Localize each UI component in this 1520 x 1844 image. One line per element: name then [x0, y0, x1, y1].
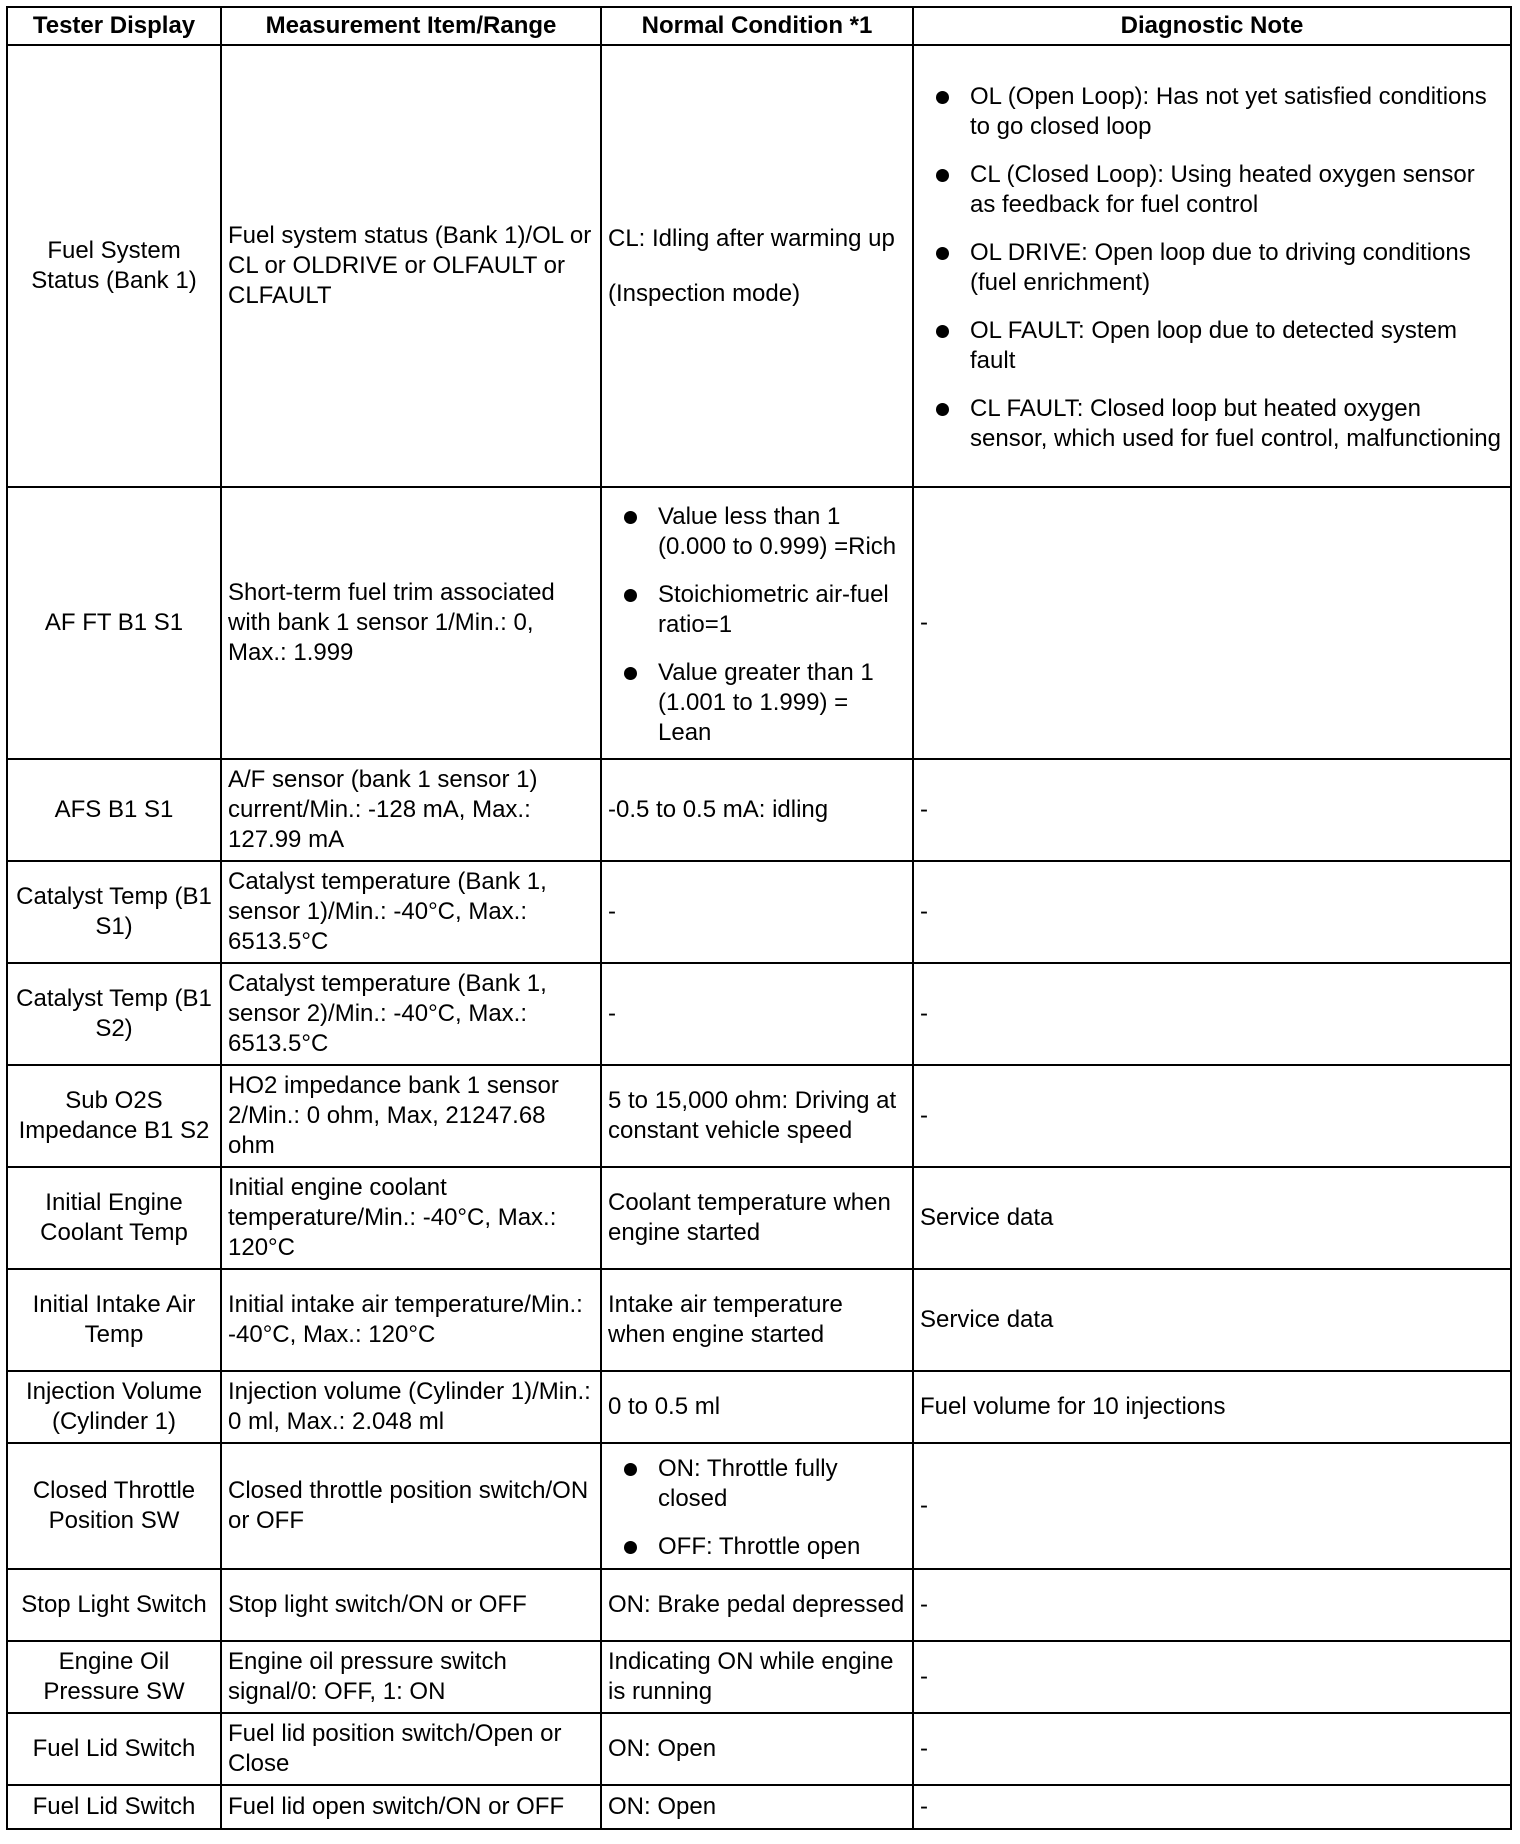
tester-display-cell: AFS B1 S1 [7, 759, 221, 861]
tester-display-cell: Closed Throttle Position SW [7, 1443, 221, 1569]
tester-display-cell: Sub O2S Impedance B1 S2 [7, 1065, 221, 1167]
bullet-item: ON: Throttle fully closed [608, 1454, 906, 1514]
normal-condition-cell: -0.5 to 0.5 mA: idling [601, 759, 913, 861]
diagnostic-note-cell: - [913, 963, 1511, 1065]
diagnostic-note-cell: - [913, 1443, 1511, 1569]
normal-condition-list [608, 1454, 906, 1562]
normal-condition-cell [601, 1443, 913, 1569]
table-row [7, 963, 1511, 1065]
table-row [7, 1641, 1511, 1713]
measurement-range-cell: Initial engine coolant temperature/Min.: -40°C, Max.: 120°C [221, 1167, 601, 1269]
diagnostic-note-cell: - [913, 1569, 1511, 1641]
bullet-item: OL DRIVE: Open loop due to driving conditions (fuel enrichment) [920, 238, 1504, 298]
table-row [7, 487, 1511, 759]
table-row [7, 1269, 1511, 1371]
bullet-item: Value less than 1 (0.000 to 0.999) =Rich [608, 502, 906, 562]
normal-condition-cell: 5 to 15,000 ohm: Driving at constant vehicle speed [601, 1065, 913, 1167]
diagnostic-note-list [920, 82, 1504, 454]
tester-display-cell: Catalyst Temp (B1 S1) [7, 861, 221, 963]
normal-condition-cell: - [601, 963, 913, 1065]
table-row [7, 1713, 1511, 1785]
diagnostic-note-cell: - [913, 487, 1511, 759]
measurement-range-cell: Fuel lid position switch/Open or Close [221, 1713, 601, 1785]
normal-condition-cell [601, 487, 913, 759]
bullet-item: CL FAULT: Closed loop but heated oxygen sensor, which used for fuel control, malfunctioning [920, 394, 1504, 454]
tester-display-cell: Injection Volume (Cylinder 1) [7, 1371, 221, 1443]
bullet-item: OFF: Throttle open [608, 1532, 906, 1562]
header-tester-display: Tester Display [7, 7, 221, 45]
diagnostic-note-cell: - [913, 759, 1511, 861]
tester-display-cell: Fuel Lid Switch [7, 1713, 221, 1785]
bullet-item: Value greater than 1 (1.001 to 1.999) = Lean [608, 658, 906, 748]
bullet-item: OL (Open Loop): Has not yet satisfied conditions to go closed loop [920, 82, 1504, 142]
diagnostic-note-cell [913, 45, 1511, 487]
diagnostic-note-cell: - [913, 1641, 1511, 1713]
diagnostic-note-cell: - [913, 1785, 1511, 1829]
tester-display-cell: Initial Engine Coolant Temp [7, 1167, 221, 1269]
table-row [7, 1371, 1511, 1443]
normal-condition-cell: Intake air temperature when engine started [601, 1269, 913, 1371]
measurement-range-cell: Closed throttle position switch/ON or OFF [221, 1443, 601, 1569]
measurement-range-cell: Catalyst temperature (Bank 1, sensor 2)/Min.: -40°C, Max.: 6513.5°C [221, 963, 601, 1065]
table-header-row [7, 7, 1511, 45]
header-diagnostic-note: Diagnostic Note [913, 7, 1511, 45]
diagnostic-note-cell: Service data [913, 1269, 1511, 1371]
table-row [7, 45, 1511, 487]
tester-display-cell: Catalyst Temp (B1 S2) [7, 963, 221, 1065]
table-row [7, 1785, 1511, 1829]
measurement-range-cell: Catalyst temperature (Bank 1, sensor 1)/Min.: -40°C, Max.: 6513.5°C [221, 861, 601, 963]
diagnostic-note-cell: - [913, 1065, 1511, 1167]
normal-condition-cell: Coolant temperature when engine started [601, 1167, 913, 1269]
diagnostic-note-cell: - [913, 861, 1511, 963]
diagnostic-note-cell: - [913, 1713, 1511, 1785]
tester-display-cell: Engine Oil Pressure SW [7, 1641, 221, 1713]
measurement-range-cell: Fuel lid open switch/ON or OFF [221, 1785, 601, 1829]
normal-condition-cell: Indicating ON while engine is running [601, 1641, 913, 1713]
bullet-item: Stoichiometric air-fuel ratio=1 [608, 580, 906, 640]
header-normal-condition: Normal Condition *1 [601, 7, 913, 45]
measurement-range-cell: Stop light switch/ON or OFF [221, 1569, 601, 1641]
normal-condition-line: CL: Idling after warming up [608, 224, 895, 252]
tester-display-cell: AF FT B1 S1 [7, 487, 221, 759]
tester-display-cell: Initial Intake Air Temp [7, 1269, 221, 1371]
table-row [7, 1065, 1511, 1167]
measurement-range-cell: Short-term fuel trim associated with bank 1 sensor 1/Min.: 0, Max.: 1.999 [221, 487, 601, 759]
table-row [7, 1167, 1511, 1269]
normal-condition-cell: ON: Open [601, 1713, 913, 1785]
normal-condition-cell: ON: Open [601, 1785, 913, 1829]
measurement-range-cell: Injection volume (Cylinder 1)/Min.: 0 ml, Max.: 2.048 ml [221, 1371, 601, 1443]
bullet-item: CL (Closed Loop): Using heated oxygen sensor as feedback for fuel control [920, 160, 1504, 220]
table-row [7, 1569, 1511, 1641]
tester-display-cell: Fuel System Status (Bank 1) [7, 45, 221, 487]
bullet-item: OL FAULT: Open loop due to detected system fault [920, 316, 1504, 376]
measurement-range-cell: A/F sensor (bank 1 sensor 1) current/Min.: -128 mA, Max.: 127.99 mA [221, 759, 601, 861]
normal-condition-list [608, 502, 906, 748]
normal-condition-cell: ON: Brake pedal depressed [601, 1569, 913, 1641]
measurement-range-cell: Initial intake air temperature/Min.: -40°C, Max.: 120°C [221, 1269, 601, 1371]
normal-condition-cell [601, 45, 913, 487]
measurement-range-cell: Fuel system status (Bank 1)/OL or CL or OLDRIVE or OLFAULT or CLFAULT [221, 45, 601, 487]
measurement-range-cell: Engine oil pressure switch signal/0: OFF, 1: ON [221, 1641, 601, 1713]
normal-condition-cell: 0 to 0.5 ml [601, 1371, 913, 1443]
tester-display-cell: Fuel Lid Switch [7, 1785, 221, 1829]
tester-data-table [6, 6, 1512, 1830]
table-row [7, 759, 1511, 861]
diagnostic-note-cell: Fuel volume for 10 injections [913, 1371, 1511, 1443]
tester-display-cell: Stop Light Switch [7, 1569, 221, 1641]
table-row [7, 861, 1511, 963]
normal-condition-line: (Inspection mode) [608, 279, 801, 307]
measurement-range-cell: HO2 impedance bank 1 sensor 2/Min.: 0 ohm, Max, 21247.68 ohm [221, 1065, 601, 1167]
diagnostic-note-cell: Service data [913, 1167, 1511, 1269]
header-measurement-item-range: Measurement Item/Range [221, 7, 601, 45]
table-row [7, 1443, 1511, 1569]
normal-condition-cell: - [601, 861, 913, 963]
